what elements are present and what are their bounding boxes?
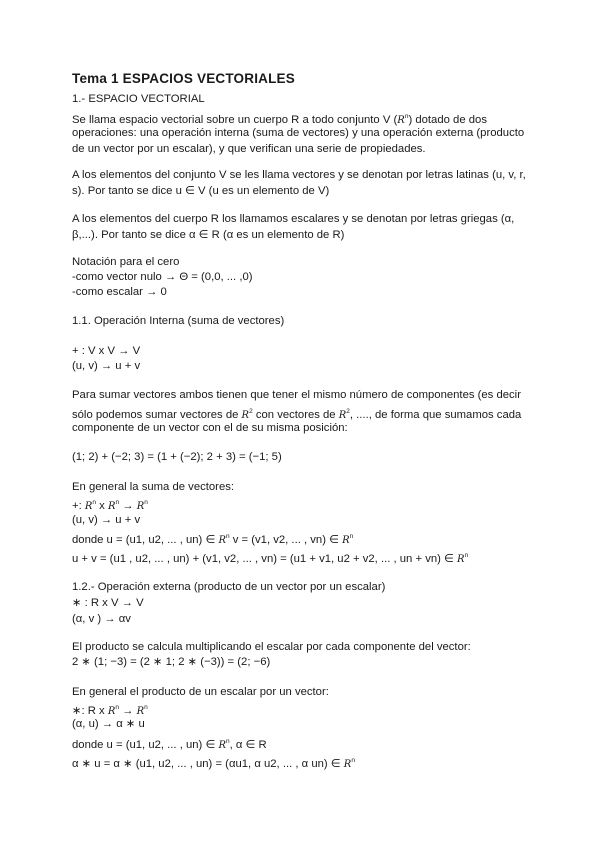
formula-line: α ∗ u = α ∗ (u1, u2, ... , un) = (αu1, α u2, ... , α un) ∈ $R^n$ [72,757,355,770]
paragraph-line: componente de un vector con el de su misma posición: [72,422,348,434]
section-heading-espacio-vectorial: 1.- ESPACIO VECTORIAL [72,93,205,105]
paragraph-line: Se llama espacio vectorial sobre un cuerpo R a todo conjunto V $(R^n)$ dotado de dos [72,113,487,126]
math-exponent: 2 [346,408,350,415]
formula-example: 2 ∗ (1; −3) = (2 ∗ 1; 2 ∗ (−3)) = (2; −6) [72,656,271,668]
formula-line: + : V x V → V [72,345,141,357]
zero-notation-title: Notación para el cero [72,256,180,268]
paragraph-line: β,...). Por tanto se dice α ∈ R (α es un elemento de R) [72,229,345,241]
formula-example: (1; 2) + (−2; 3) = (1 + (−2); 2 + 3) = (−1; 5) [72,451,282,463]
paragraph-line: A los elementos del conjunto V se les llama vectores y se denotan por letras latinas (u, v, r, [72,169,526,181]
math-symbol: R [241,410,250,421]
formula-line: ∗ : R x V → V [72,597,144,609]
formula-line: ∗: R x $R^n \to R^n$ [72,704,148,717]
formula-line: +: $R^n$ x $R^n \to R^n$ [72,499,148,512]
math-symbol: R [397,115,405,126]
paragraph-line: En general el producto de un escalar por un vector: [72,686,329,698]
paragraph-line: A los elementos del cuerpo R los llamamos escalares y se denotan por letras griegas (α, [72,213,515,225]
paragraph-line: de un vector por un escalar), y que verifican una serie de propiedades. [72,143,426,155]
formula-line: donde u = (u1, u2, ... , un) ∈ $R^n$ v = (v1, v2, ... , vn) ∈ $R^n$ [72,533,354,546]
math-exponent: 2 [249,408,253,415]
paragraph-line: operaciones: una operación interna (suma de vectores) y una operación externa (producto [72,127,525,139]
section-heading-operacion-externa: 1.2.- Operación externa (producto de un vector por un escalar) [72,581,386,593]
math-symbol: R [338,410,347,421]
paragraph-line: El producto se calcula multiplicando el escalar por cada componente del vector: [72,641,471,653]
formula-line: (u, v) → u + v [72,360,141,372]
formula-line: (α, u) → α ∗ u [72,718,145,730]
formula-line: (u, v) → u + v [72,514,141,526]
formula-line: donde u = (u1, u2, ... , un) ∈ $R^n$, α ∈ R [72,738,267,751]
paragraph-line: En general la suma de vectores: [72,481,235,493]
formula-line: (α, v ) → αv [72,613,131,625]
document-title: Tema 1 ESPACIOS VECTORIALES [72,71,295,86]
paragraph-line: s). Por tanto se dice u ∈ V (u es un elemento de V) [72,185,330,197]
zero-scalar-line: -como escalar → 0 [72,286,167,298]
zero-vector-line: -como vector nulo → Θ = (0,0, ... ,0) [72,271,253,283]
math-exponent: n [404,113,409,120]
section-heading-operacion-interna: 1.1. Operación Interna (suma de vectores) [72,315,285,327]
paragraph-line: sólo podemos sumar vectores de $R^2$ con vectores de $R^2$, ...., de forma que sumamos cada [72,408,522,421]
formula-line: u + v = (u1 , u2, ... , un) + (v1, v2, ... , vn) = (u1 + v1, u2 + v2, ... , un + vn) ∈ $R^n$ [72,552,469,565]
paragraph-line: Para sumar vectores ambos tienen que tener el mismo número de componentes (es decir [72,389,521,401]
